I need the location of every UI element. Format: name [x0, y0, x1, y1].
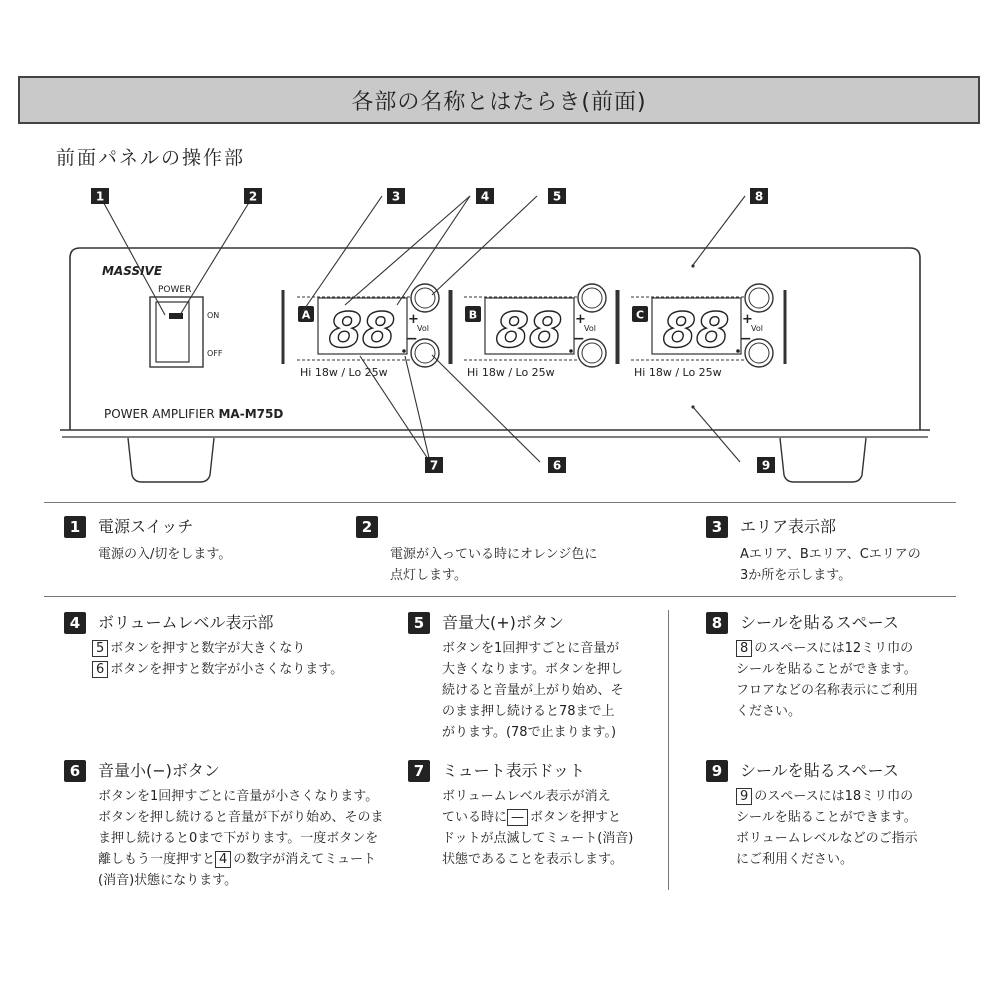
- power-rating-label: Hi 18w / Lo 25w: [634, 366, 722, 379]
- item-5-text: 大きくなります。ボタンを押し: [442, 662, 623, 677]
- callout-3: [387, 188, 405, 204]
- item-1-title: 電源スイッチ: [98, 517, 194, 536]
- section-title-bar: [18, 76, 980, 124]
- badge-8: 8: [706, 612, 728, 634]
- power-rating-label: Hi 18w / Lo 25w: [300, 366, 388, 379]
- area-letter: C: [635, 308, 645, 322]
- ref-box: —: [507, 809, 528, 826]
- power-switch: [156, 302, 189, 362]
- section-title: 各部の名称とはたらき(前面): [351, 89, 647, 115]
- item-2: [356, 516, 597, 586]
- item-4-line: 6 ボタンを押すと数字が小さくなります。: [92, 659, 343, 680]
- item-8-text: ください。: [736, 704, 802, 719]
- vol-label: Vol: [584, 324, 596, 333]
- item-8: [706, 612, 918, 722]
- vol-label: Vol: [417, 324, 429, 333]
- front-panel-diagram: [0, 170, 1000, 490]
- item-5-text: 続けると音量が上がり始め、そ: [442, 683, 624, 698]
- item-7-text: ボリュームレベル表示が消え: [442, 789, 611, 804]
- svg-text:3: 3: [391, 189, 401, 204]
- item-4: [64, 612, 343, 680]
- item-6: [64, 760, 383, 891]
- item-7-title: ミュート表示ドット: [442, 761, 586, 780]
- volume-digits: 88: [328, 303, 396, 359]
- callout-4: [476, 188, 494, 204]
- item-2-text: 電源が入っている時にオレンジ色に: [390, 547, 598, 562]
- item-5-text: のまま押し続けると78まで上: [442, 704, 615, 719]
- ref-box: 9: [736, 788, 752, 805]
- item-8-text: フロアなどの名称表示にご利用: [736, 683, 919, 698]
- callout-1: [91, 188, 109, 204]
- item-6-text: ボタンを1回押すごとに音量が小さくなります。: [98, 789, 379, 804]
- svg-text:9: 9: [761, 458, 771, 473]
- badge-1: 1: [64, 516, 86, 538]
- item-4-title: ボリュームレベル表示部: [98, 613, 274, 632]
- item-5-title: 音量大(+)ボタン: [442, 613, 564, 632]
- item-7-text: ボタンを押すと: [530, 810, 622, 825]
- mute-dot: [402, 349, 406, 353]
- plus-sign: +: [742, 312, 753, 327]
- off-label: OFF: [207, 349, 223, 358]
- item-9-text: シールを貼ることができます。: [736, 810, 917, 825]
- item-1-text: 電源の入/切をします。: [98, 547, 232, 562]
- item-5-text: がります。(78で止まります。): [442, 725, 617, 740]
- callout-5: [548, 188, 566, 204]
- area-letter: B: [468, 308, 478, 322]
- right-foot: [780, 438, 866, 482]
- item-9-text: にご利用ください。: [736, 852, 854, 867]
- badge-3: 3: [706, 516, 728, 538]
- item-8-title: シールを貼るスペース: [740, 613, 899, 632]
- item-8-text: のスペースには12ミリ巾の: [754, 641, 914, 656]
- item-6-title: 音量小(−)ボタン: [98, 761, 220, 780]
- svg-text:4: 4: [480, 189, 490, 204]
- item-7-text: ている時に: [442, 810, 508, 825]
- ref-box: 5: [92, 640, 108, 657]
- mute-dot: [569, 349, 573, 353]
- ref-box: 8: [736, 640, 752, 657]
- subsection-title: 前面パネルの操作部: [56, 147, 246, 169]
- callout-6: [548, 457, 566, 473]
- item-7: [408, 760, 633, 870]
- item-6-text: の数字が消えてミュート: [233, 852, 377, 867]
- area-letter: A: [301, 308, 311, 322]
- item-4-line: 5 ボタンを押すと数字が大きくなり: [92, 638, 343, 659]
- divider-vertical: [668, 610, 669, 890]
- badge-5: 5: [408, 612, 430, 634]
- badge-2: 2: [356, 516, 378, 538]
- svg-text:6: 6: [552, 458, 562, 473]
- item-9-text: ボリュームレベルなどのご指示: [736, 831, 918, 846]
- vol-up-button[interactable]: [745, 284, 773, 312]
- divider-top: [44, 502, 956, 503]
- item-8-text: シールを貼ることができます。: [736, 662, 917, 677]
- item-1: [64, 516, 231, 565]
- callout-7: [425, 457, 443, 473]
- item-3-text: 3か所を示します。: [740, 568, 852, 583]
- item-5-text: ボタンを1回押すごとに音量が: [442, 641, 620, 656]
- item-7-text: ドットが点滅してミュート(消音): [442, 831, 634, 846]
- ref-box: 6: [92, 661, 108, 678]
- callout-8: [750, 188, 768, 204]
- plus-sign: +: [575, 312, 586, 327]
- vol-up-button[interactable]: [578, 284, 606, 312]
- svg-text:8: 8: [754, 189, 764, 204]
- badge-7: 7: [408, 760, 430, 782]
- on-label: ON: [207, 311, 220, 320]
- power-rating-label: Hi 18w / Lo 25w: [467, 366, 555, 379]
- plus-sign: +: [408, 312, 419, 327]
- item-5: [408, 612, 623, 743]
- badge-6: 6: [64, 760, 86, 782]
- item-7-text: 状態であることを表示します。: [442, 852, 623, 867]
- ref-box: 4: [215, 851, 231, 868]
- left-foot: [128, 438, 214, 482]
- minus-sign: −: [740, 331, 752, 347]
- callout-9: [757, 457, 775, 473]
- item-2-text: 点灯します。: [390, 568, 467, 583]
- item-3-title: エリア表示部: [740, 517, 837, 536]
- mute-dot: [736, 349, 740, 353]
- item-6-text: ボタンを押し続けると音量が下がり始め、そのま: [98, 810, 384, 825]
- svg-text:7: 7: [429, 458, 439, 473]
- item-6-text: ま押し続けると0まで下がります。一度ボタンを: [98, 831, 379, 846]
- brand-logo: MASSIVE: [102, 264, 163, 278]
- model-label: POWER AMPLIFIER MA-M75D: [104, 407, 284, 421]
- volume-digits: 88: [662, 303, 730, 359]
- item-9-text: のスペースには18ミリ巾の: [754, 789, 914, 804]
- item-9: [706, 760, 918, 870]
- item-3: [706, 516, 921, 586]
- item-6-text: 離しもう一度押すと: [98, 852, 216, 867]
- svg-text:2: 2: [248, 189, 258, 204]
- minus-sign: −: [406, 331, 418, 347]
- minus-sign: −: [573, 331, 585, 347]
- vol-up-button[interactable]: [411, 284, 439, 312]
- item-9-title: シールを貼るスペース: [740, 761, 899, 780]
- power-label: POWER: [158, 285, 192, 295]
- svg-text:1: 1: [95, 189, 105, 204]
- divider-middle: [44, 596, 956, 597]
- badge-4: 4: [64, 612, 86, 634]
- badge-9: 9: [706, 760, 728, 782]
- item-3-text: Aエリア、Bエリア、Cエリアの: [740, 547, 921, 562]
- item-6-text: (消音)状態になります。: [98, 873, 238, 888]
- callout-2: [244, 188, 262, 204]
- volume-digits: 88: [495, 303, 563, 359]
- vol-label: Vol: [751, 324, 763, 333]
- svg-text:5: 5: [552, 189, 562, 204]
